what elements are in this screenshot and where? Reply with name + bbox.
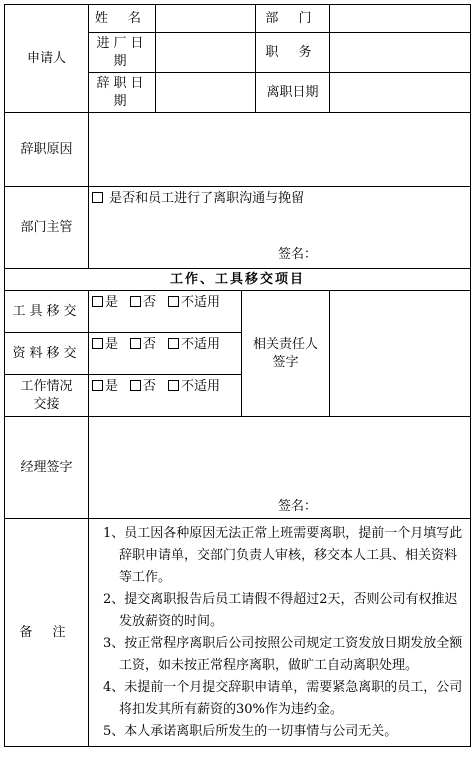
remark-item: 2、提交离职报告后员工请假不得超过2天，否则公司有权推迟发放薪资的时间。 bbox=[103, 592, 458, 629]
supervisor-sign-label: 签名： bbox=[277, 247, 317, 262]
handover-options bbox=[89, 333, 242, 375]
no-label: 否 bbox=[143, 337, 157, 352]
manager-label: 经理签字 bbox=[5, 417, 89, 519]
responsible-label: 相关责任人签字 bbox=[242, 291, 330, 417]
handover-row-label: 工具移交 bbox=[5, 291, 89, 333]
yes-checkbox[interactable] bbox=[92, 380, 103, 391]
reason-field[interactable] bbox=[89, 113, 471, 187]
resign-date-field[interactable] bbox=[156, 73, 256, 113]
name-label: 姓 名 bbox=[89, 5, 156, 33]
resignation-form bbox=[4, 4, 470, 747]
na-label: 不适用 bbox=[181, 379, 221, 394]
na-checkbox[interactable] bbox=[168, 338, 179, 349]
supervisor-cell bbox=[89, 187, 471, 269]
no-label: 否 bbox=[143, 295, 157, 310]
handover-options bbox=[89, 291, 242, 333]
na-label: 不适用 bbox=[181, 337, 221, 352]
position-field[interactable] bbox=[330, 33, 471, 73]
position-label: 职 务 bbox=[256, 33, 330, 73]
remark-item: 5、本人承诺离职后所发生的一切事情与公司无关。 bbox=[103, 724, 398, 739]
remarks-label: 备 注 bbox=[5, 519, 89, 747]
yes-checkbox[interactable] bbox=[92, 338, 103, 349]
manager-sign-label: 签名： bbox=[277, 499, 317, 514]
communication-checkbox[interactable] bbox=[92, 192, 103, 203]
yes-label: 是 bbox=[105, 295, 119, 310]
communication-check[interactable] bbox=[92, 190, 467, 208]
leave-date-label: 离职日期 bbox=[256, 73, 330, 113]
reason-label: 辞职原因 bbox=[5, 113, 89, 187]
join-date-field[interactable] bbox=[156, 33, 256, 73]
no-checkbox[interactable] bbox=[130, 338, 141, 349]
form-table bbox=[4, 4, 471, 747]
handover-title: 工作、工具移交项目 bbox=[5, 269, 471, 291]
yes-label: 是 bbox=[105, 379, 119, 394]
name-field[interactable] bbox=[156, 5, 256, 33]
handover-row-label: 工作情况交接 bbox=[5, 375, 89, 417]
responsible-sign-field[interactable] bbox=[330, 291, 471, 417]
communication-question: 是否和员工进行了离职沟通与挽留 bbox=[109, 191, 305, 206]
handover-row-label: 资料移交 bbox=[5, 333, 89, 375]
remark-item: 4、未提前一个月提交辞职申请单，需要紧急离职的员工，公司将扣发其所有薪资的30%作为违约金。 bbox=[103, 680, 463, 717]
no-label: 否 bbox=[143, 379, 157, 394]
no-checkbox[interactable] bbox=[130, 380, 141, 391]
remark-item: 3、按正常程序离职后公司按照公司规定工资发放日期发放全额工资，如未按正常程序离职，做旷工自动离职处理。 bbox=[103, 636, 463, 673]
na-checkbox[interactable] bbox=[168, 296, 179, 307]
na-checkbox[interactable] bbox=[168, 380, 179, 391]
resign-date-label: 辞职日期 bbox=[89, 73, 156, 113]
remarks-list bbox=[99, 523, 464, 743]
dept-label: 部 门 bbox=[256, 5, 330, 33]
dept-field[interactable] bbox=[330, 5, 471, 33]
supervisor-label: 部门主管 bbox=[5, 187, 89, 269]
yes-checkbox[interactable] bbox=[92, 296, 103, 307]
yes-label: 是 bbox=[105, 337, 119, 352]
remarks-cell bbox=[89, 519, 471, 747]
no-checkbox[interactable] bbox=[130, 296, 141, 307]
na-label: 不适用 bbox=[181, 295, 221, 310]
join-date-label: 进厂日期 bbox=[89, 33, 156, 73]
manager-cell[interactable] bbox=[89, 417, 471, 519]
handover-options bbox=[89, 375, 242, 417]
remark-item: 1、员工因各种原因无法正常上班需要离职，提前一个月填写此辞职申请单，交部门负责人审核，移交本人工具、相关资料等工作。 bbox=[103, 526, 463, 585]
applicant-label: 申请人 bbox=[5, 5, 89, 113]
leave-date-field[interactable] bbox=[330, 73, 471, 113]
